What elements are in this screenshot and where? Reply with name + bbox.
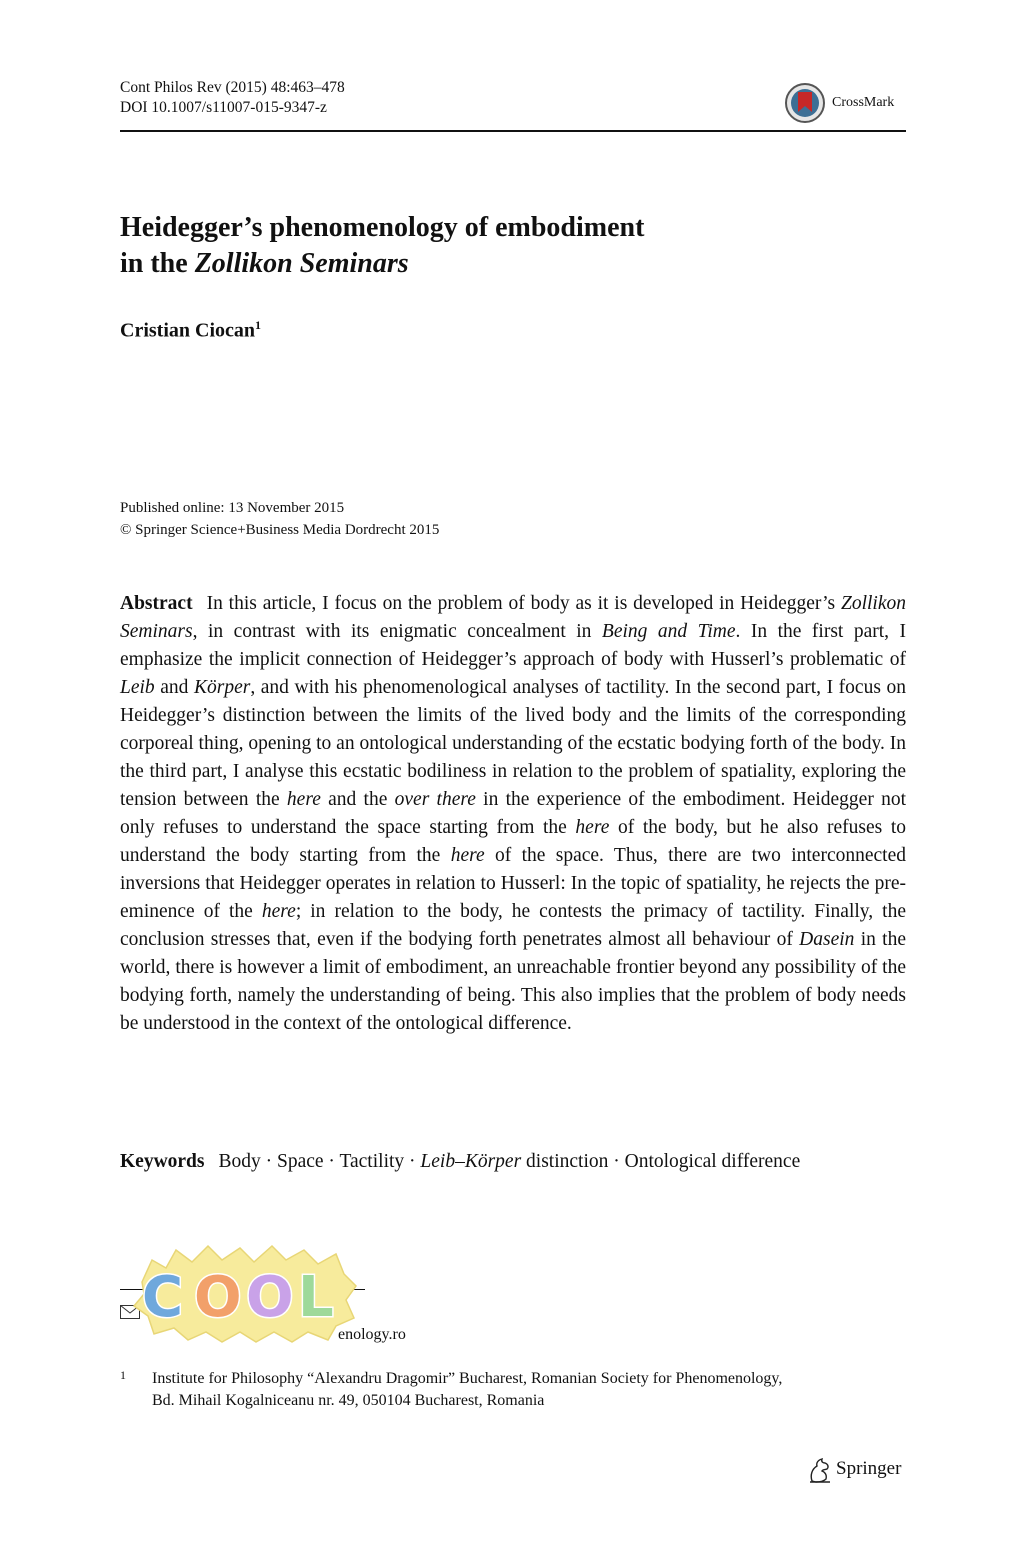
text-run: in the experience of the embodiment. Heidegger not only refuses to understand the space starting from the (120, 789, 906, 838)
text-run: and the (320, 789, 395, 810)
text-run: distinction · Ontological difference (521, 1151, 801, 1172)
sticker-letter-l: L (298, 1265, 334, 1330)
abstract (120, 590, 906, 1038)
italic-run: Körper (193, 677, 251, 698)
crossmark-badge[interactable] (784, 82, 908, 126)
crossmark-label: CrossMark (832, 95, 895, 110)
italic-run: here (286, 789, 321, 810)
title-line-2-italic: Zollikon Seminars (194, 248, 409, 279)
springer-logo (808, 1454, 918, 1486)
abstract-body (120, 593, 906, 1034)
italic-run: Zollikon Seminars (120, 593, 906, 642)
abstract-label: Abstract (120, 593, 193, 614)
springer-horse-icon (808, 1457, 832, 1483)
copyright: © Springer Science+Business Media Dordrecht 2015 (120, 522, 440, 538)
italic-run: Leib–Körper (420, 1151, 522, 1172)
cool-sticker-image (132, 1242, 360, 1344)
title-line-2 (120, 246, 880, 282)
crossmark-icon (784, 82, 826, 124)
author-text: Cristian Ciocan (120, 319, 255, 342)
text-run: Body · Space · Tactility · (218, 1151, 421, 1172)
article-title (120, 210, 880, 282)
author-email[interactable]: enology.ro (338, 1326, 406, 1343)
italic-run: here (575, 817, 610, 838)
keywords-label: Keywords (120, 1151, 205, 1172)
text-run: in the world, there is however a limit of embodiment, an unreachable frontier beyond any possibility of the bodying forth, namely the understanding of being. This also implies that the problem of body needs be understood in the context of the ontological difference. (120, 929, 906, 1034)
sticker-letter-o2: O (246, 1265, 294, 1330)
text-run: ; in relation to the body, he contests the primacy of tactility. Finally, the conclusion stresses that, even if the bodying forth penetrates almost all behaviour of (120, 901, 906, 950)
italic-run: over there (394, 789, 476, 810)
journal-reference: Cont Philos Rev (2015) 48:463–478 (120, 79, 345, 96)
text-run: , and with his phenomenological analyses of tactility. In the second part, I focus on Heidegger’s distinction between the limits of the lived body and the limits of the corresponding corporeal thing, opening to an ontological understanding of the ecstatic bodying forth of the body. In the third part, I analyse this ecstatic bodiliness in relation to the problem of spatiality, exploring the tension between the (120, 677, 906, 810)
publisher-name: Springer (836, 1458, 902, 1479)
keywords-body (219, 1151, 801, 1172)
affiliation: Institute for Philosophy “Alexandru Dragomir” Bucharest, Romanian Society for Phenomenology, Bd. Mihail Kogalniceanu nr. 49, 050104 Bucharest, Romania (152, 1370, 783, 1409)
header-rule (120, 130, 906, 132)
text-run: . In the first part, I emphasize the implicit connection of Heidegger’s approach of body with Husserl’s problematic of (120, 621, 906, 670)
italic-run: Leib (120, 677, 155, 698)
published-online: Published online: 13 November 2015 (120, 500, 345, 516)
keywords (120, 1148, 906, 1176)
italic-run: here (261, 901, 296, 922)
doi: DOI 10.1007/s11007-015-9347-z (120, 99, 327, 116)
italic-run: Dasein (799, 929, 855, 950)
author-affiliation-marker: 1 (255, 318, 261, 332)
text-run: In this article, I focus on the problem of body as it is developed in Heidegger’s (206, 593, 841, 614)
text-run: and (154, 677, 194, 698)
text-run: , in contrast with its enigmatic concealment in (192, 621, 602, 642)
sticker-letter-c: C (142, 1265, 184, 1330)
italic-run: Being and Time (601, 621, 736, 642)
text-run: of the space. Thus, there are two interconnected inversions that Heidegger operates in relation to Husserl: In the topic of spatiality, he rejects the pre-eminence of the (120, 845, 906, 922)
title-line-1: Heidegger’s phenomenology of embodiment (120, 212, 645, 243)
author-name (120, 318, 261, 343)
sticker-letter-o1: O (194, 1265, 242, 1330)
text-run: of the body, but he also refuses to understand the body starting from the (120, 817, 906, 866)
footnote-number: 1 (120, 1368, 126, 1382)
italic-run: here (450, 845, 485, 866)
title-line-2-prefix: in the (120, 248, 195, 279)
